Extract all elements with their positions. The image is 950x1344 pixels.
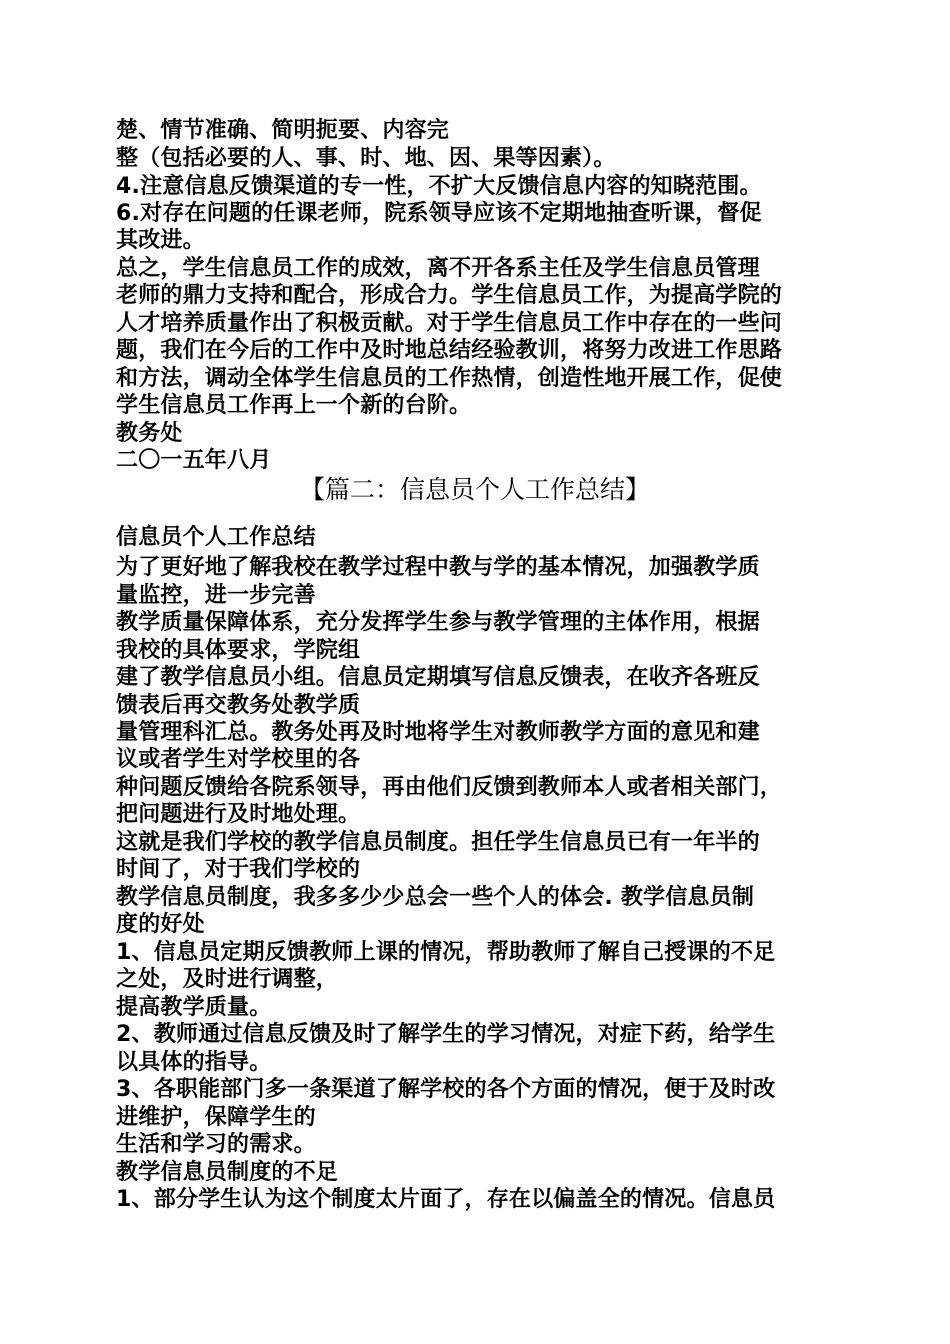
text-line: 之处，及时进行调整， xyxy=(116,967,339,992)
text-line: 1、信息员定期反馈教师上课的情况，帮助教师了解自己授课的不足 xyxy=(116,940,776,965)
text-line: 6.对存在问题的任课老师，院系领导应该不定期地抽查听课，督促 xyxy=(116,201,762,226)
signature-department: 教务处 xyxy=(116,421,183,446)
text-line: 以具体的指导。 xyxy=(116,1050,272,1075)
text-line: 时间了，对于我们学校的 xyxy=(116,857,361,882)
text-line: 4.注意信息反馈渠道的专一性，不扩大反馈信息内容的知晓范围。 xyxy=(116,174,762,199)
text-line: 生活和学习的需求。 xyxy=(116,1132,316,1157)
text-line: 进维护，保障学生的 xyxy=(116,1105,316,1130)
section-subtitle: 信息员个人工作总结 xyxy=(116,525,316,550)
text-line: 2、教师通过信息反馈及时了解学生的学习情况，对症下药，给学生 xyxy=(116,1022,776,1047)
text-line: 为了更好地了解我校在教学过程中教与学的基本情况，加强教学质 xyxy=(116,555,760,580)
text-line: 种问题反馈给各院系领导，再由他们反馈到教师本人或者相关部门， xyxy=(116,775,783,800)
text-line: 3、各职能部门多一条渠道了解学校的各个方面的情况，便于及时改 xyxy=(116,1077,776,1102)
text-line: 老师的鼎力支持和配合，形成合力。学生信息员工作，为提高学院的 xyxy=(116,283,783,308)
text-line: 教学信息员制度，我多多少少总会一些个人的体会. 教学信息员制 xyxy=(116,885,755,910)
text-line: 楚、情节准确、简明扼要、内容完 xyxy=(116,118,450,143)
text-line: 馈表后再交教务处教学质 xyxy=(116,693,361,718)
subheading-line: 教学信息员制度的不足 xyxy=(116,1160,339,1185)
text-line: 总之，学生信息员工作的成效，离不开各系主任及学生信息员管理 xyxy=(116,256,760,281)
text-line: 度的好处 xyxy=(116,912,205,937)
text-line: 人才培养质量作出了积极贡献。对于学生信息员工作中存在的一些问 xyxy=(116,311,783,336)
text-line: 题，我们在今后的工作中及时地总结经验教训，将努力改进工作思路 xyxy=(116,338,783,363)
text-line: 议或者学生对学校里的各 xyxy=(116,747,361,772)
text-line: 和方法，调动全体学生信息员的工作热情，创造性地开展工作，促使 xyxy=(116,366,783,391)
text-line: 1、部分学生认为这个制度太片面了，存在以偏盖全的情况。信息员 xyxy=(116,1187,776,1212)
text-line: 教学质量保障体系，充分发挥学生参与教学管理的主体作用，根据 xyxy=(116,610,760,635)
text-line: 学生信息员工作再上一个新的台阶。 xyxy=(116,393,472,418)
text-line: 这就是我们学校的教学信息员制度。担任学生信息员已有一年半的 xyxy=(116,830,760,855)
text-line: 提高教学质量。 xyxy=(116,995,272,1020)
text-line: 其改进。 xyxy=(116,228,205,253)
text-line: 整（包括必要的人、事、时、地、因、果等因素）。 xyxy=(116,146,616,171)
text-line: 量管理科汇总。教务处再及时地将学生对教师教学方面的意见和建 xyxy=(116,720,760,745)
text-line: 量监控，进一步完善 xyxy=(116,583,316,608)
section-heading: 【篇二：信息员个人工作总结】 xyxy=(299,475,650,504)
text-line: 建了教学信息员小组。信息员定期填写信息反馈表，在收齐各班反 xyxy=(116,665,760,690)
text-line: 把问题进行及时地处理。 xyxy=(116,802,361,827)
text-line: 我校的具体要求，学院组 xyxy=(116,638,361,663)
signature-date: 二〇一五年八月 xyxy=(116,448,272,473)
